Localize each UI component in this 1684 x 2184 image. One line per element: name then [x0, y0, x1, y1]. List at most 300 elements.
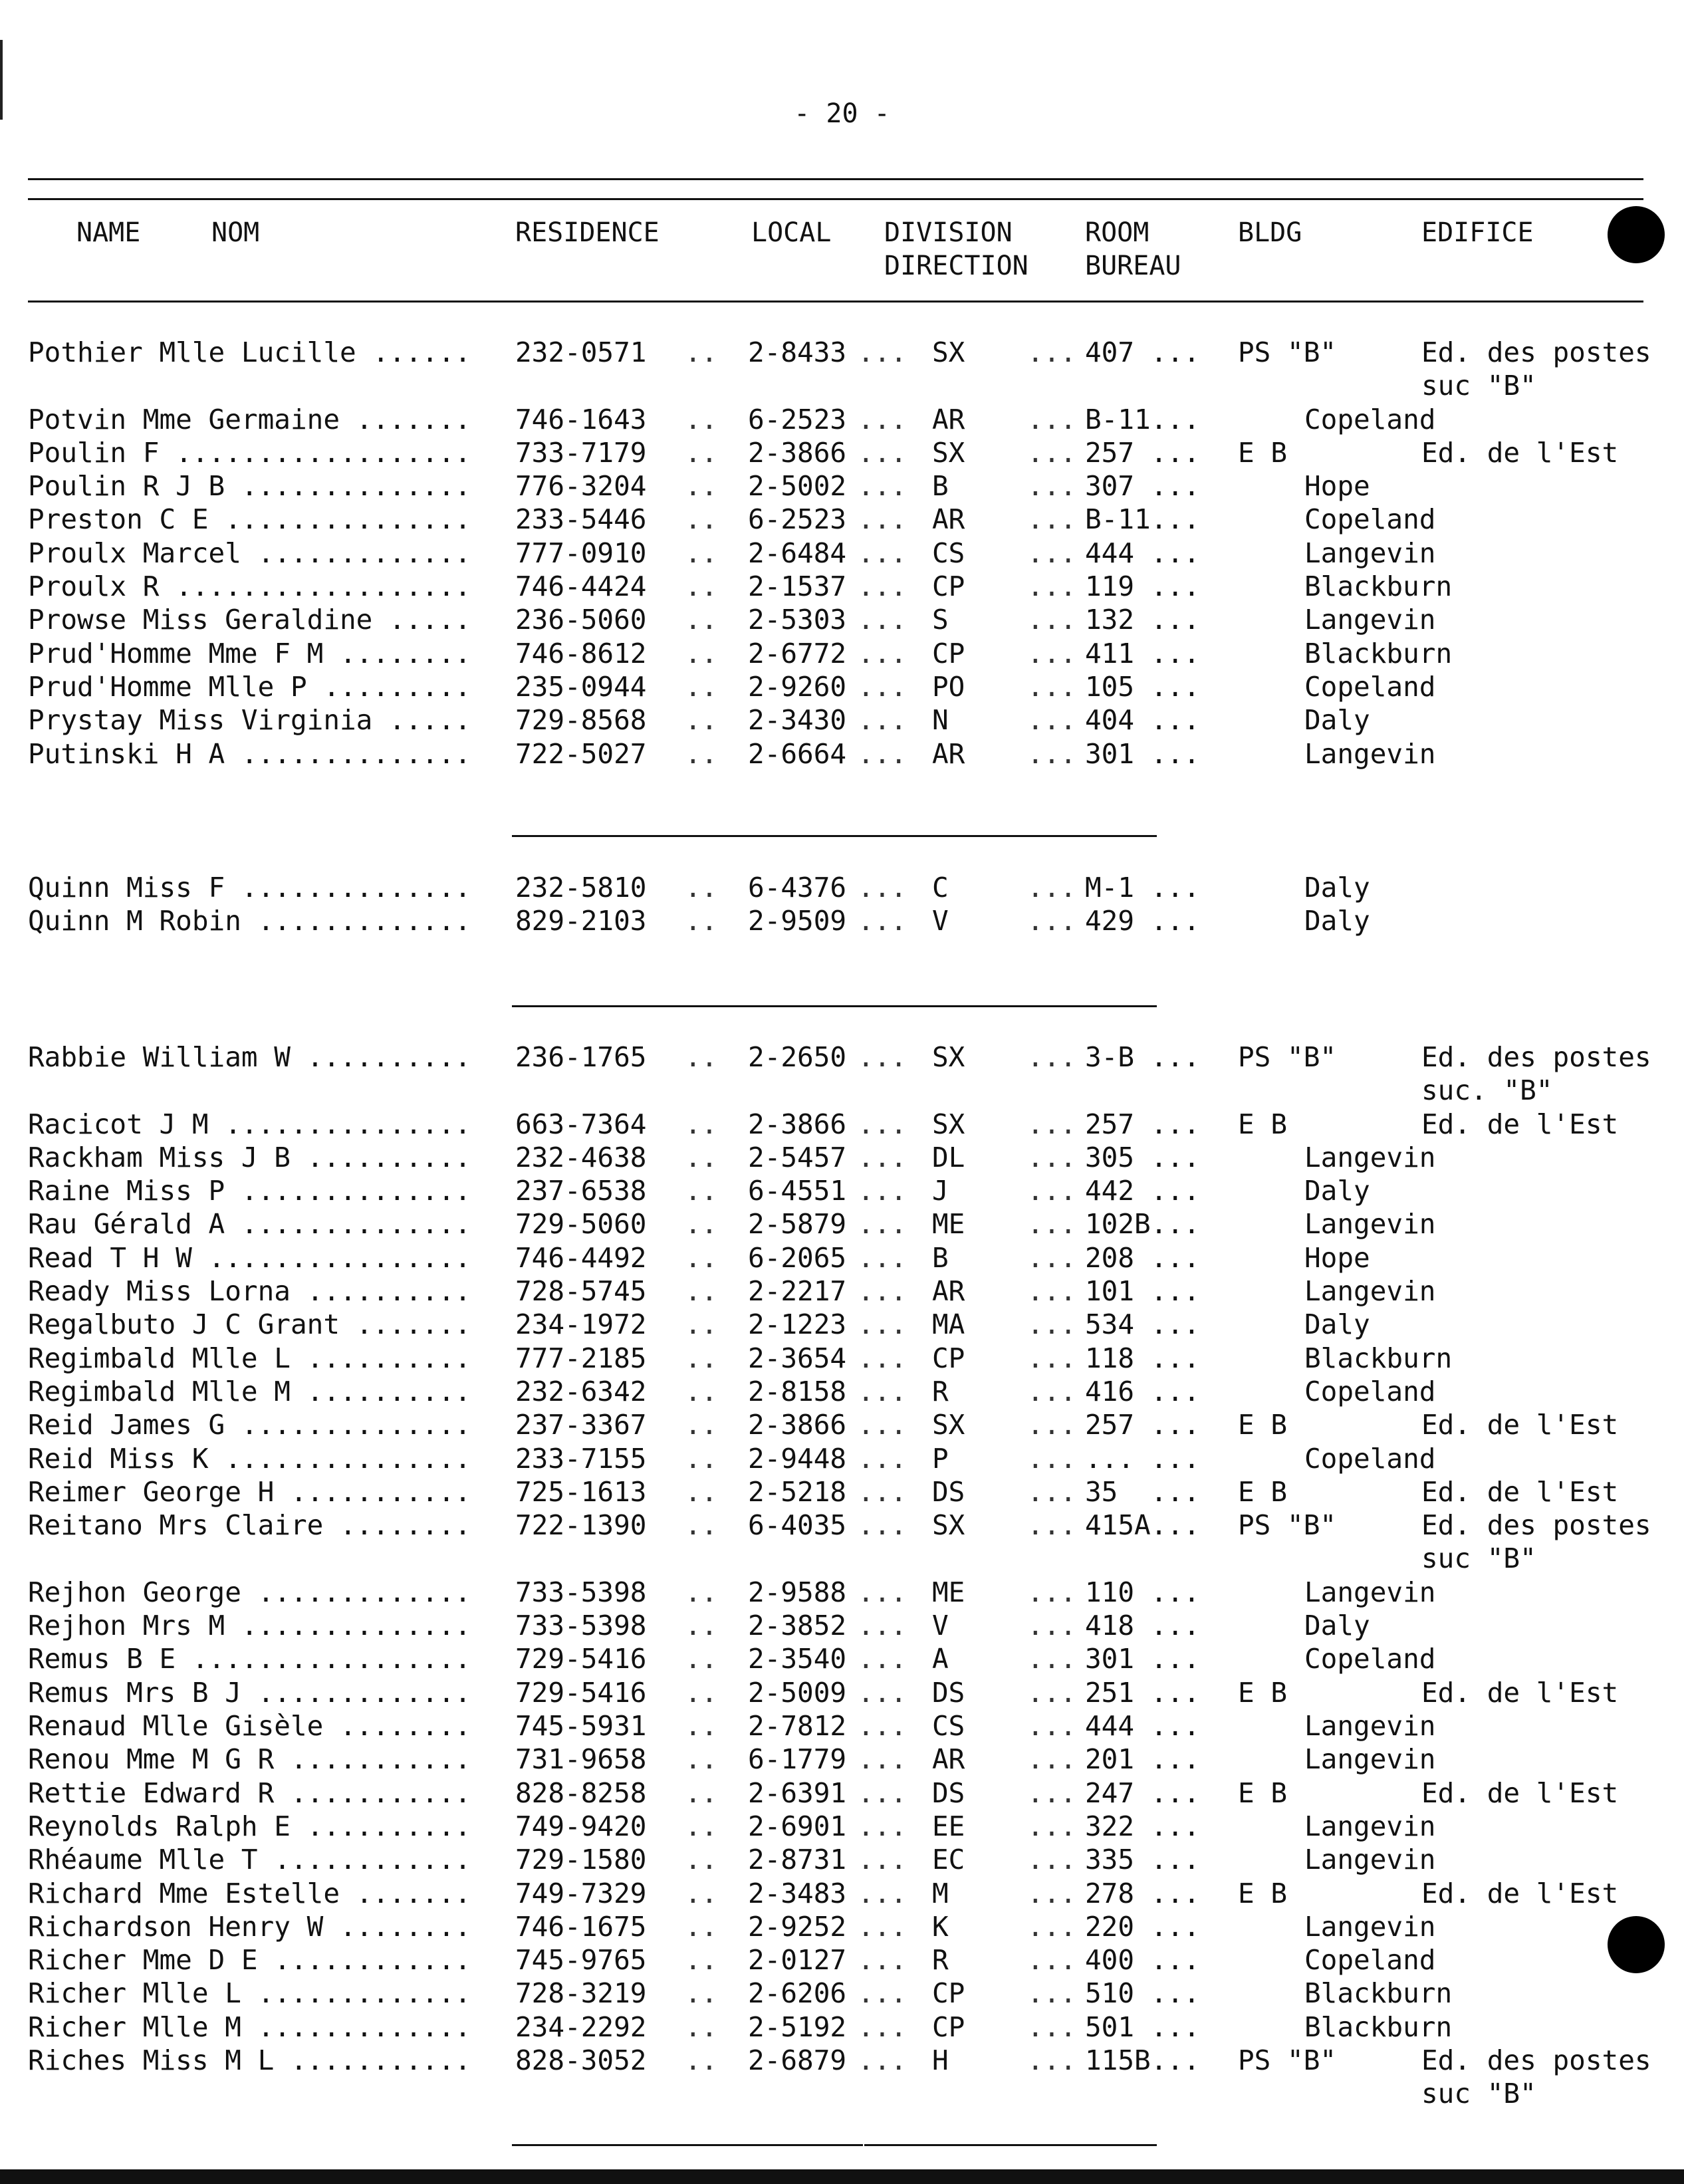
local-extension: 2-8433 — [748, 336, 847, 368]
table-row — [0, 1709, 1684, 1743]
leader-dots: ... — [858, 1743, 907, 1775]
edifice-name: Ed. des postes — [1421, 1509, 1651, 1541]
building-name: Copeland — [1304, 1643, 1436, 1675]
leader-dots: ... — [858, 1175, 907, 1207]
division-code: CP — [932, 570, 965, 602]
room-number: 429 ... — [1085, 905, 1200, 937]
leader-dots: ... — [1027, 638, 1077, 669]
room-number: 444 ... — [1085, 1710, 1200, 1742]
edifice-name: Ed. de l'Est — [1421, 1476, 1619, 1508]
room-number: 208 ... — [1085, 1242, 1200, 1274]
leader-dots: ... — [1027, 437, 1077, 469]
leader-dots: ... — [858, 604, 907, 636]
leader-dots: ... — [858, 336, 907, 368]
entry-name: Prud'Homme Mme F M ........ — [28, 638, 471, 669]
edifice-name: Ed. de l'Est — [1421, 1108, 1619, 1140]
leader-dots: ... — [1027, 1142, 1077, 1173]
residence-phone: 749-9420 — [515, 1810, 647, 1842]
residence-phone: 749-7329 — [515, 1878, 647, 1909]
table-row — [0, 1943, 1684, 1977]
leader-dots: ... — [1027, 905, 1077, 937]
division-code: SX — [932, 1041, 965, 1073]
residence-phone: 233-7155 — [515, 1443, 647, 1475]
residence-phone: 777-2185 — [515, 1342, 647, 1374]
edifice-subline: suc "B" — [1421, 370, 1536, 402]
table-row — [0, 469, 1684, 503]
building-name: Blackburn — [1304, 1977, 1453, 2009]
leader-dots: ... — [858, 1443, 907, 1475]
leader-dots: .. — [685, 503, 718, 535]
local-extension: 2-9252 — [748, 1911, 847, 1943]
building-name: Langevin — [1304, 1275, 1436, 1307]
leader-dots: ... — [858, 738, 907, 770]
leader-dots: ... — [858, 1878, 907, 1909]
residence-phone: 237-6538 — [515, 1175, 647, 1207]
division-code: AR — [932, 738, 965, 770]
room-number: 118 ... — [1085, 1342, 1200, 1374]
division-code: AR — [932, 1275, 965, 1307]
entry-name: Racicot J M ............... — [28, 1108, 471, 1140]
residence-phone: 731-9658 — [515, 1743, 647, 1775]
edifice-name: Ed. de l'Est — [1421, 1677, 1619, 1709]
leader-dots: .. — [685, 1275, 718, 1307]
entry-name: Reimer George H ........... — [28, 1476, 471, 1508]
division-code: ME — [932, 1208, 965, 1240]
building-name: Langevin — [1304, 1710, 1436, 1742]
building-name: Daly — [1304, 704, 1370, 736]
leader-dots: .. — [685, 905, 718, 937]
table-row — [0, 1375, 1684, 1408]
edifice-subline: suc. "B" — [1421, 1074, 1553, 1106]
local-extension: 6-2523 — [748, 503, 847, 535]
leader-dots: ... — [858, 1208, 907, 1240]
building-name: Hope — [1304, 1242, 1370, 1274]
header-rule-second — [28, 198, 1643, 200]
leader-dots: ... — [1027, 1443, 1077, 1475]
room-number: 444 ... — [1085, 537, 1200, 569]
leader-dots: ... — [1027, 336, 1077, 368]
leader-dots: .. — [685, 1844, 718, 1876]
division-code: ME — [932, 1576, 965, 1608]
building-code: E B — [1238, 1476, 1288, 1508]
table-row — [0, 436, 1684, 469]
leader-dots: ... — [858, 1777, 907, 1809]
entry-name: Remus B E ................. — [28, 1643, 471, 1675]
division-code: EC — [932, 1844, 965, 1876]
division-code: CS — [932, 1710, 965, 1742]
edifice-name: Ed. de l'Est — [1421, 1777, 1619, 1809]
building-name: Daly — [1304, 1175, 1370, 1207]
room-number: 110 ... — [1085, 1576, 1200, 1608]
leader-dots: .. — [685, 1810, 718, 1842]
entry-name: Regalbuto J C Grant ....... — [28, 1308, 471, 1340]
local-extension: 2-6772 — [748, 638, 847, 669]
entry-name: Rabbie William W .......... — [28, 1041, 471, 1073]
local-extension: 2-3654 — [748, 1342, 847, 1374]
room-number: 102B... — [1085, 1208, 1200, 1240]
leader-dots: ... — [1027, 1878, 1077, 1909]
leader-dots: ... — [858, 1509, 907, 1541]
table-row — [0, 1810, 1684, 1843]
leader-dots: .. — [685, 1777, 718, 1809]
local-extension: 2-3483 — [748, 1878, 847, 1909]
residence-phone: 234-2292 — [515, 2011, 647, 2043]
leader-dots: .. — [685, 1911, 718, 1943]
leader-dots: .. — [685, 1677, 718, 1709]
room-number: 301 ... — [1085, 1643, 1200, 1675]
leader-dots: ... — [1027, 1376, 1077, 1407]
leader-dots: ... — [1027, 1175, 1077, 1207]
building-name: Blackburn — [1304, 1342, 1453, 1374]
residence-phone: 746-4492 — [515, 1242, 647, 1274]
table-row — [0, 1877, 1684, 1910]
leader-dots: ... — [858, 1376, 907, 1407]
header-rule-bottom — [28, 301, 1643, 303]
room-number: 335 ... — [1085, 1844, 1200, 1876]
residence-phone: 746-4424 — [515, 570, 647, 602]
leader-dots: .. — [685, 1409, 718, 1441]
residence-phone: 725-1613 — [515, 1476, 647, 1508]
table-row — [0, 537, 1684, 570]
table-row — [0, 2044, 1684, 2110]
edifice-name: Ed. des postes — [1421, 1041, 1651, 1073]
table-row — [0, 1342, 1684, 1375]
header-residence: RESIDENCE — [515, 217, 660, 248]
header-bldg: BLDG — [1238, 217, 1302, 248]
leader-dots: .. — [685, 1710, 718, 1742]
building-name: Langevin — [1304, 1844, 1436, 1876]
entry-name: Renaud Mlle Gisèle ........ — [28, 1710, 471, 1742]
division-code: CP — [932, 638, 965, 669]
local-extension: 2-7812 — [748, 1710, 847, 1742]
division-code: SX — [932, 1108, 965, 1140]
entry-name: Reynolds Ralph E .......... — [28, 1810, 471, 1842]
local-extension: 2-3430 — [748, 704, 847, 736]
leader-dots: ... — [858, 1476, 907, 1508]
local-extension: 2-6484 — [748, 537, 847, 569]
residence-phone: 236-1765 — [515, 1041, 647, 1073]
leader-dots: ... — [858, 570, 907, 602]
building-code: E B — [1238, 1677, 1288, 1709]
local-extension: 2-8731 — [748, 1844, 847, 1876]
room-number: B-11... — [1085, 404, 1200, 435]
local-extension: 2-9260 — [748, 671, 847, 703]
room-number: 442 ... — [1085, 1175, 1200, 1207]
division-code: C — [932, 872, 949, 904]
entry-name: Preston C E ............... — [28, 503, 471, 535]
table-row — [0, 670, 1684, 703]
residence-phone: 745-9765 — [515, 1944, 647, 1976]
leader-dots: ... — [1027, 1409, 1077, 1441]
local-extension: 2-9448 — [748, 1443, 847, 1475]
division-code: EE — [932, 1810, 965, 1842]
leader-dots: ... — [1027, 1677, 1077, 1709]
residence-phone: 729-1580 — [515, 1844, 647, 1876]
leader-dots: ... — [858, 1944, 907, 1976]
residence-phone: 235-0944 — [515, 671, 647, 703]
table-row — [0, 703, 1684, 737]
leader-dots: ... — [858, 671, 907, 703]
entry-name: Prystay Miss Virginia ..... — [28, 704, 471, 736]
residence-phone: 733-5398 — [515, 1576, 647, 1608]
residence-phone: 777-0910 — [515, 537, 647, 569]
leader-dots: ... — [858, 1911, 907, 1943]
residence-phone: 233-5446 — [515, 503, 647, 535]
entry-name: Regimbald Mlle M .......... — [28, 1376, 471, 1407]
leader-dots: .. — [685, 404, 718, 435]
leader-dots: ... — [1027, 1509, 1077, 1541]
building-name: Blackburn — [1304, 570, 1453, 602]
room-number: 416 ... — [1085, 1376, 1200, 1407]
leader-dots: ... — [1027, 1476, 1077, 1508]
residence-phone: 746-8612 — [515, 638, 647, 669]
header-direction: DIRECTION — [884, 251, 1028, 281]
building-name: Copeland — [1304, 1376, 1436, 1407]
division-code: B — [932, 470, 949, 502]
local-extension: 2-6391 — [748, 1777, 847, 1809]
building-name: Copeland — [1304, 503, 1436, 535]
section-separator — [512, 835, 1157, 837]
table-row — [0, 1207, 1684, 1241]
leader-dots: ... — [1027, 1275, 1077, 1307]
leader-dots: .. — [685, 872, 718, 904]
entry-name: Proulx R .................. — [28, 570, 471, 602]
room-number: 257 ... — [1085, 1409, 1200, 1441]
entry-name: Remus Mrs B J ............. — [28, 1677, 471, 1709]
residence-phone: 237-3367 — [515, 1409, 647, 1441]
leader-dots: .. — [685, 1443, 718, 1475]
leader-dots: ... — [858, 638, 907, 669]
table-row — [0, 1141, 1684, 1174]
room-number: B-11... — [1085, 503, 1200, 535]
division-code: S — [932, 604, 949, 636]
edifice-name: Ed. des postes — [1421, 2044, 1651, 2076]
table-row — [0, 1174, 1684, 1207]
local-extension: 2-3866 — [748, 1409, 847, 1441]
leader-dots: .. — [685, 1610, 718, 1641]
building-name: Langevin — [1304, 604, 1436, 636]
entry-name: Richer Mlle L ............. — [28, 1977, 471, 2009]
entry-name: Rackham Miss J B .......... — [28, 1142, 471, 1173]
leader-dots: ... — [858, 1810, 907, 1842]
division-code: J — [932, 1175, 949, 1207]
leader-dots: .. — [685, 1576, 718, 1608]
leader-dots: .. — [685, 2044, 718, 2076]
leader-dots: ... — [858, 1977, 907, 2009]
leader-dots: .. — [685, 1342, 718, 1374]
building-code: PS "B" — [1238, 336, 1337, 368]
division-code: R — [932, 1944, 949, 1976]
table-row — [0, 1108, 1684, 1141]
residence-phone: 728-5745 — [515, 1275, 647, 1307]
table-row — [0, 1576, 1684, 1609]
building-code: E B — [1238, 1878, 1288, 1909]
leader-dots: .. — [685, 1041, 718, 1073]
residence-phone: 776-3204 — [515, 470, 647, 502]
residence-phone: 729-8568 — [515, 704, 647, 736]
division-code: CP — [932, 1342, 965, 1374]
table-row — [0, 1040, 1684, 1106]
residence-phone: 829-2103 — [515, 905, 647, 937]
header-name: NAME — [76, 217, 141, 248]
column-header — [0, 216, 1684, 289]
division-code: A — [932, 1643, 949, 1675]
header-rule-top — [28, 178, 1643, 180]
entry-name: Potvin Mme Germaine ....... — [28, 404, 471, 435]
room-number: 201 ... — [1085, 1743, 1200, 1775]
entry-name: Rhéaume Mlle T ............ — [28, 1844, 471, 1876]
leader-dots: ... — [1027, 1208, 1077, 1240]
leader-dots: .. — [685, 2011, 718, 2043]
leader-dots: ... — [1027, 738, 1077, 770]
room-number: 115B... — [1085, 2044, 1200, 2076]
local-extension: 2-1223 — [748, 1308, 847, 1340]
table-row — [0, 1609, 1684, 1642]
entry-name: Pothier Mlle Lucille ...... — [28, 336, 471, 368]
room-number: 257 ... — [1085, 437, 1200, 469]
leader-dots: .. — [685, 1108, 718, 1140]
local-extension: 2-3852 — [748, 1610, 847, 1641]
division-code: CS — [932, 537, 965, 569]
leader-dots: ... — [1027, 1977, 1077, 2009]
header-nom: NOM — [211, 217, 260, 248]
edifice-name: Ed. de l'Est — [1421, 437, 1619, 469]
leader-dots: ... — [858, 1710, 907, 1742]
residence-phone: 828-3052 — [515, 2044, 647, 2076]
local-extension: 6-1779 — [748, 1743, 847, 1775]
leader-dots: ... — [858, 905, 907, 937]
division-code: DS — [932, 1476, 965, 1508]
local-extension: 2-0127 — [748, 1944, 847, 1976]
division-code: MA — [932, 1308, 965, 1340]
room-number: 220 ... — [1085, 1911, 1200, 1943]
residence-phone: 663-7364 — [515, 1108, 647, 1140]
room-number: 415A... — [1085, 1509, 1200, 1541]
section-separator — [512, 1005, 1157, 1007]
leader-dots: .. — [685, 1208, 718, 1240]
entry-name: Quinn Miss F .............. — [28, 872, 471, 904]
residence-phone: 232-0571 — [515, 336, 647, 368]
entry-name: Proulx Marcel ............. — [28, 537, 471, 569]
leader-dots: .. — [685, 470, 718, 502]
entry-name: Reitano Mrs Claire ........ — [28, 1509, 471, 1541]
table-row — [0, 336, 1684, 402]
leader-dots: ... — [858, 704, 907, 736]
leader-dots: .. — [685, 1509, 718, 1541]
leader-dots: ... — [858, 1643, 907, 1675]
table-row — [0, 1308, 1684, 1341]
room-number: 407 ... — [1085, 336, 1200, 368]
leader-dots: ... — [858, 1844, 907, 1876]
leader-dots: .. — [685, 437, 718, 469]
leader-dots: ... — [858, 1409, 907, 1441]
table-row — [0, 1743, 1684, 1776]
division-code: AR — [932, 404, 965, 435]
leader-dots: ... — [1027, 1911, 1077, 1943]
leader-dots: ... — [1027, 1743, 1077, 1775]
leader-dots: ... — [1027, 1944, 1077, 1976]
building-name: Blackburn — [1304, 2011, 1453, 2043]
residence-phone: 234-1972 — [515, 1308, 647, 1340]
room-number: ... ... — [1085, 1443, 1200, 1475]
leader-dots: .. — [685, 638, 718, 669]
entry-name: Regimbald Mlle L .......... — [28, 1342, 471, 1374]
entry-name: Richer Mme D E ............ — [28, 1944, 471, 1976]
local-extension: 2-5457 — [748, 1142, 847, 1173]
division-code: R — [932, 1376, 949, 1407]
leader-dots: ... — [1027, 2044, 1077, 2076]
section-separator — [864, 2144, 1157, 2146]
table-row — [0, 1241, 1684, 1274]
residence-phone: 232-5810 — [515, 872, 647, 904]
leader-dots: ... — [1027, 2011, 1077, 2043]
residence-phone: 733-5398 — [515, 1610, 647, 1641]
room-number: 251 ... — [1085, 1677, 1200, 1709]
entry-name: Ready Miss Lorna .......... — [28, 1275, 471, 1307]
edifice-subline: suc "B" — [1421, 2078, 1536, 2110]
building-name: Langevin — [1304, 537, 1436, 569]
residence-phone: 722-1390 — [515, 1509, 647, 1541]
building-code: E B — [1238, 1108, 1288, 1140]
leader-dots: .. — [685, 704, 718, 736]
residence-phone: 746-1643 — [515, 404, 647, 435]
leader-dots: ... — [1027, 1844, 1077, 1876]
division-code: PO — [932, 671, 965, 703]
division-code: SX — [932, 336, 965, 368]
local-extension: 6-2523 — [748, 404, 847, 435]
local-extension: 6-4035 — [748, 1509, 847, 1541]
header-room: ROOM — [1085, 217, 1149, 248]
building-name: Copeland — [1304, 671, 1436, 703]
table-row — [0, 1977, 1684, 2010]
leader-dots: ... — [1027, 470, 1077, 502]
residence-phone: 746-1675 — [515, 1911, 647, 1943]
room-number: 322 ... — [1085, 1810, 1200, 1842]
table-row — [0, 737, 1684, 771]
leader-dots: ... — [858, 1041, 907, 1073]
leader-dots: ... — [858, 2011, 907, 2043]
division-code: M — [932, 1878, 949, 1909]
division-code: CP — [932, 2011, 965, 2043]
leader-dots: ... — [1027, 1342, 1077, 1374]
edifice-name: Ed. de l'Est — [1421, 1878, 1619, 1909]
leader-dots: .. — [685, 336, 718, 368]
leader-dots: ... — [858, 1108, 907, 1140]
leader-dots: ... — [1027, 1610, 1077, 1641]
table-row — [0, 871, 1684, 904]
table-row — [0, 1843, 1684, 1876]
entry-name: Prud'Homme Mlle P ......... — [28, 671, 471, 703]
room-number: 132 ... — [1085, 604, 1200, 636]
leader-dots: ... — [858, 1142, 907, 1173]
room-number: 301 ... — [1085, 738, 1200, 770]
division-code: SX — [932, 1509, 965, 1541]
local-extension: 2-3866 — [748, 437, 847, 469]
leader-dots: ... — [858, 1610, 907, 1641]
leader-dots: ... — [1027, 1810, 1077, 1842]
leader-dots: ... — [858, 404, 907, 435]
leader-dots: ... — [1027, 1576, 1077, 1608]
building-name: Langevin — [1304, 1142, 1436, 1173]
local-extension: 2-5879 — [748, 1208, 847, 1240]
leader-dots: .. — [685, 1878, 718, 1909]
division-code: AR — [932, 1743, 965, 1775]
building-code: E B — [1238, 1409, 1288, 1441]
residence-phone: 729-5416 — [515, 1677, 647, 1709]
entry-name: Prowse Miss Geraldine ..... — [28, 604, 471, 636]
leader-dots: ... — [1027, 1108, 1077, 1140]
room-number: 257 ... — [1085, 1108, 1200, 1140]
